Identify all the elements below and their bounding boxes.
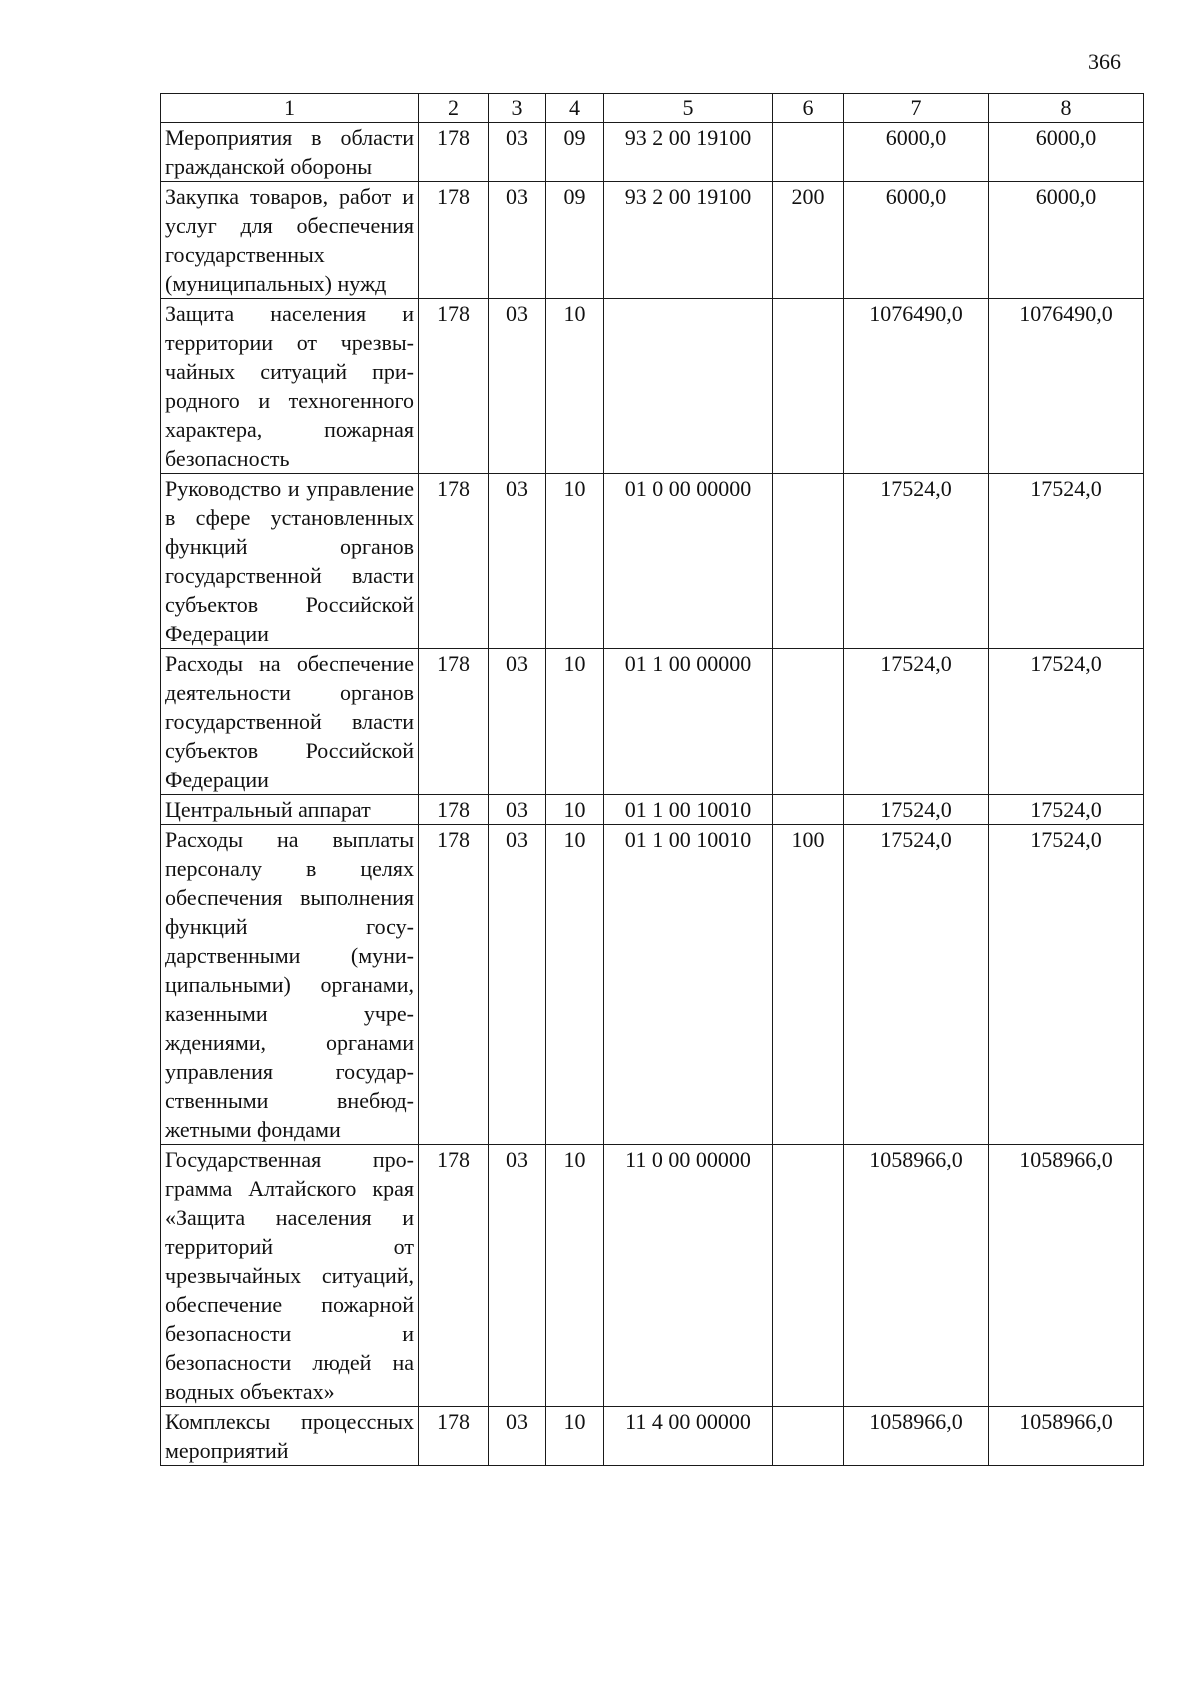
row-admin-code: 178 (419, 649, 489, 795)
row-amount-1: 17524,0 (844, 649, 989, 795)
row-amount-1: 6000,0 (844, 123, 989, 182)
row-amount-1: 1076490,0 (844, 299, 989, 474)
row-amount-2: 1076490,0 (989, 299, 1144, 474)
row-subsection: 10 (546, 1145, 604, 1407)
table-header-row (161, 94, 1144, 123)
row-expense-type (773, 123, 844, 182)
row-amount-2: 1058966,0 (989, 1145, 1144, 1407)
row-subsection: 10 (546, 474, 604, 649)
row-expense-type: 100 (773, 825, 844, 1145)
table-row (161, 182, 1144, 299)
row-expense-type: 200 (773, 182, 844, 299)
row-amount-1: 17524,0 (844, 795, 989, 825)
row-amount-1: 17524,0 (844, 825, 989, 1145)
row-subsection: 10 (546, 1407, 604, 1466)
row-section: 03 (489, 825, 546, 1145)
row-subsection: 10 (546, 649, 604, 795)
row-target-article: 93 2 00 19100 (604, 182, 773, 299)
row-target-article: 11 4 00 00000 (604, 1407, 773, 1466)
row-section: 03 (489, 795, 546, 825)
row-section: 03 (489, 299, 546, 474)
row-subsection: 09 (546, 182, 604, 299)
row-amount-2: 17524,0 (989, 825, 1144, 1145)
row-target-article: 11 0 00 00000 (604, 1145, 773, 1407)
row-admin-code: 178 (419, 825, 489, 1145)
row-expense-type (773, 1145, 844, 1407)
row-name: Центральный аппарат (161, 795, 419, 825)
column-header: 4 (546, 94, 604, 123)
column-header: 8 (989, 94, 1144, 123)
row-subsection: 10 (546, 825, 604, 1145)
row-name: Комплексы процессных мероприятий (161, 1407, 419, 1466)
row-target-article: 01 1 00 10010 (604, 825, 773, 1145)
row-section: 03 (489, 123, 546, 182)
column-header: 7 (844, 94, 989, 123)
row-name: Защита населения и территории от чрезвычайных ситуаций природного и техногенного характера, пожарная безопасность (161, 299, 419, 474)
row-admin-code: 178 (419, 299, 489, 474)
row-amount-1: 6000,0 (844, 182, 989, 299)
row-admin-code: 178 (419, 123, 489, 182)
row-admin-code: 178 (419, 474, 489, 649)
row-amount-2: 17524,0 (989, 649, 1144, 795)
column-header: 6 (773, 94, 844, 123)
row-expense-type (773, 649, 844, 795)
row-admin-code: 178 (419, 1407, 489, 1466)
row-name: Мероприятия в области гражданской обороны (161, 123, 419, 182)
column-header: 2 (419, 94, 489, 123)
row-target-article: 01 1 00 00000 (604, 649, 773, 795)
row-amount-1: 1058966,0 (844, 1145, 989, 1407)
row-amount-1: 1058966,0 (844, 1407, 989, 1466)
row-name: Расходы на выплаты персоналу в целях обеспечения выполнения функций государственными (муниципальными) органами, казенными учреждениями, органами управления государственными внебюджетными фондами (161, 825, 419, 1145)
row-name: Руководство и управление в сфере установленных функций органов государственной власти субъектов Российской Федерации (161, 474, 419, 649)
row-section: 03 (489, 1145, 546, 1407)
row-expense-type (773, 474, 844, 649)
row-subsection: 10 (546, 795, 604, 825)
row-admin-code: 178 (419, 795, 489, 825)
row-name: Государственная программа Алтайского края «Защита населения и территорий от чрезвычайных ситуаций, обеспечение пожарной безопасности и безопасности людей на водных объектах» (161, 1145, 419, 1407)
row-section: 03 (489, 1407, 546, 1466)
table-row (161, 1145, 1144, 1407)
row-amount-2: 17524,0 (989, 795, 1144, 825)
row-subsection: 10 (546, 299, 604, 474)
row-name: Расходы на обеспечение деятельности органов государственной власти субъектов Российской Федерации (161, 649, 419, 795)
row-expense-type (773, 299, 844, 474)
table-row (161, 299, 1144, 474)
row-amount-2: 6000,0 (989, 123, 1144, 182)
row-name: Закупка товаров, работ и услуг для обеспечения государственных (муниципальных) нужд (161, 182, 419, 299)
row-amount-2: 1058966,0 (989, 1407, 1144, 1466)
column-header: 5 (604, 94, 773, 123)
row-admin-code: 178 (419, 1145, 489, 1407)
row-admin-code: 178 (419, 182, 489, 299)
row-section: 03 (489, 474, 546, 649)
row-target-article: 01 1 00 10010 (604, 795, 773, 825)
table-row (161, 795, 1144, 825)
table-row (161, 474, 1144, 649)
row-amount-2: 6000,0 (989, 182, 1144, 299)
row-subsection: 09 (546, 123, 604, 182)
row-amount-2: 17524,0 (989, 474, 1144, 649)
row-expense-type (773, 1407, 844, 1466)
row-target-article: 01 0 00 00000 (604, 474, 773, 649)
row-amount-1: 17524,0 (844, 474, 989, 649)
table-row (161, 649, 1144, 795)
page-number: 366 (1088, 49, 1121, 74)
budget-table (160, 93, 1144, 1466)
row-expense-type (773, 795, 844, 825)
table-row (161, 1407, 1144, 1466)
table-row (161, 825, 1144, 1145)
row-target-article: 93 2 00 19100 (604, 123, 773, 182)
column-header: 1 (161, 94, 419, 123)
row-section: 03 (489, 649, 546, 795)
column-header: 3 (489, 94, 546, 123)
table-row (161, 123, 1144, 182)
row-target-article (604, 299, 773, 474)
row-section: 03 (489, 182, 546, 299)
